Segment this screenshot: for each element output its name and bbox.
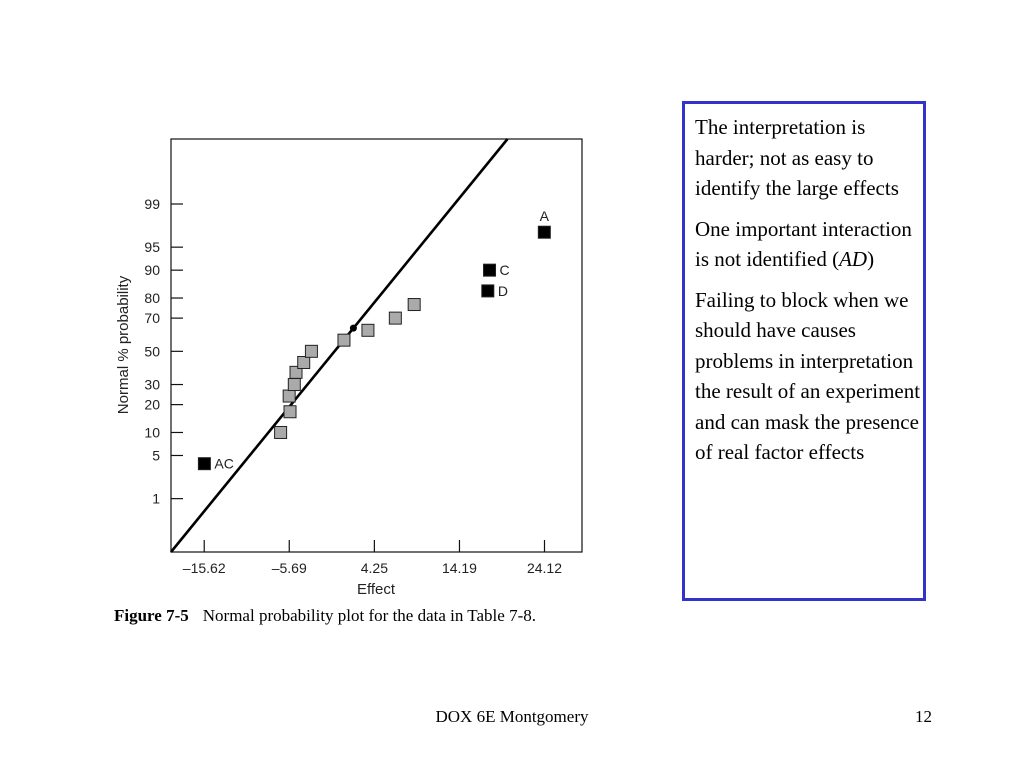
x-tick-label: –5.69: [271, 560, 307, 576]
point-c: [484, 264, 496, 276]
textbox-paragraph-3: Failing to block when we should have causes problems in interpretation the result of an experiment and can mask the presence of real factor effects: [695, 287, 921, 464]
y-tick-label: 5: [152, 447, 160, 464]
y-tick-label: 50: [144, 343, 160, 360]
y-tick-label: 1: [152, 490, 160, 507]
y-axis-title: Normal % probability: [115, 275, 132, 415]
point-label-a: A: [539, 208, 549, 225]
point-ac: [198, 458, 210, 470]
y-tick-label: 90: [144, 262, 160, 279]
y-tick-label: 30: [144, 376, 160, 393]
point-label-d: D: [497, 282, 508, 299]
point-label-ac: AC: [214, 455, 234, 472]
interpretation-textbox: [682, 101, 926, 601]
data-point: [408, 299, 420, 311]
point-d: [482, 285, 494, 297]
x-tick-label: 24.12: [526, 560, 563, 576]
data-point: [288, 379, 300, 391]
textbox-paragraph-2: [695, 214, 923, 275]
data-points: [198, 208, 550, 471]
x-axis: [183, 540, 562, 576]
point-label-c: C: [499, 262, 510, 279]
data-point: [275, 426, 287, 438]
y-tick-label: 99: [144, 196, 160, 213]
data-point: [338, 334, 350, 346]
figure-caption-text: Normal probability plot for the data in Table 7-8.: [202, 606, 536, 625]
data-point: [305, 345, 317, 357]
data-point: [284, 406, 296, 418]
y-tick-label: 70: [144, 310, 160, 327]
x-tick-label: –15.62: [182, 560, 226, 576]
data-point: [362, 324, 374, 336]
point-a: [538, 226, 550, 238]
y-tick-label: 10: [144, 424, 160, 441]
x-tick-label: 14.19: [441, 560, 477, 576]
figure-caption: [114, 606, 536, 626]
y-tick-label: 20: [144, 396, 160, 413]
data-point: [389, 312, 401, 324]
x-axis-title: Effect: [356, 581, 396, 598]
figure-number: Figure 7-5: [114, 606, 189, 625]
y-tick-label: 80: [144, 290, 160, 307]
y-axis: [144, 196, 183, 507]
plot-frame: [171, 139, 582, 552]
reference-line-dot: [350, 325, 357, 332]
y-tick-label: 95: [144, 239, 160, 256]
page-number: 12: [915, 707, 932, 726]
x-tick-label: 4.25: [360, 560, 388, 576]
paragraph-2-prefix: One important interaction is not identified (: [695, 216, 912, 271]
paragraph-2-interaction: AD: [839, 247, 868, 271]
textbox-paragraph-1: The interpretation is harder; not as easy to identify the large effects: [695, 115, 899, 200]
data-point: [283, 390, 295, 402]
footer-title: DOX 6E Montgomery: [435, 707, 589, 726]
data-point: [298, 356, 310, 368]
paragraph-2-suffix: ): [867, 247, 875, 271]
